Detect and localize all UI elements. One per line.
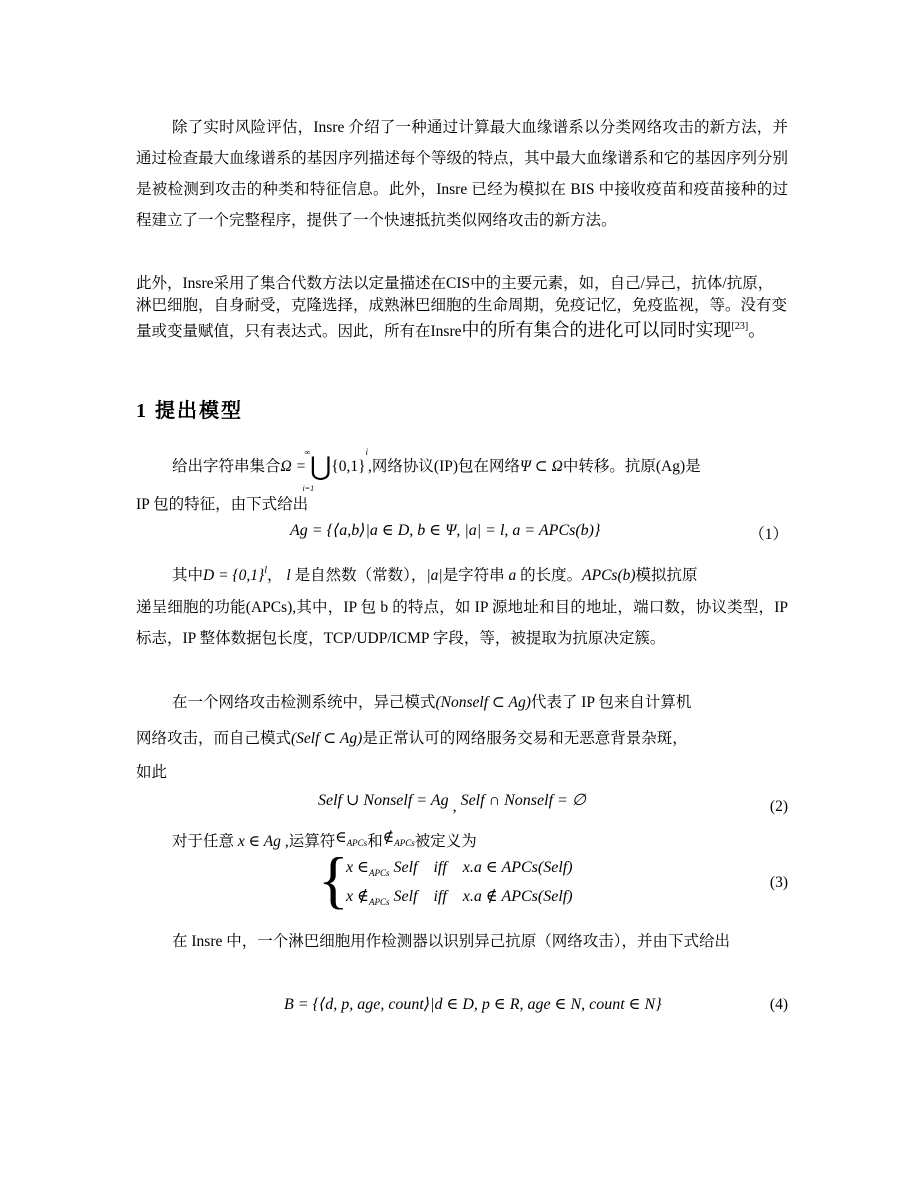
formula-d: $D = \{0,1\}^l$ [203, 565, 267, 584]
formula-omega: Ω = ⋃ ∞ i=1 $\{0,1\}^i$ [280, 447, 369, 493]
formula-nonself: (Nonself ⊂ Ag) [435, 694, 531, 711]
self-text-2: 是正常认可的网络服务交易和无恶意背景杂斑， [362, 730, 688, 747]
equation-3-number: (3) [769, 874, 788, 891]
nonself-text-2: 代表了 IP 包来自计算机 [530, 694, 692, 711]
paragraph-set-algebra-text: 此外，Insre采用了集合代数方法以定量描述在CIS中的主要元素，如，自己/异己，抗体/抗原，淋巴细胞，自身耐受，克隆选择，成熟淋巴细胞的生命周期，免疫记忆，免疫监视，等。没有变量或变量赋值，只有表达式。因此，所有在Insre [136, 275, 788, 340]
citation-23: [23] [731, 321, 749, 332]
thus-line: 如此 [136, 764, 168, 781]
paragraph-apcs: 递呈细胞的功能(APCs),其中，IP 包 b 的特点，如 IP 源地址和目的地址，端口数，协议类型，IP 标志，IP 整体数据包长度，TCP/UDP/ICMP 字段，等，被提取为抗原决定簇。 [136, 599, 788, 647]
formula-x-in-ag: x ∈ Ag [234, 833, 285, 850]
formula-self: (Self ⊂ Ag) [291, 730, 363, 747]
string-set-text-2: ,网络协议(IP)包在网络 [368, 458, 521, 475]
paragraph-set-algebra-end: 。 [748, 320, 767, 340]
definition-text-4: 的长度。 [520, 567, 583, 584]
formula-psi-subset: Ψ ⊂ Ω [520, 458, 563, 475]
equation-4: B = {⟨d, p, age, count⟩|d ∈ D, p ∈ R, age ∈ N, count ∈ N} [284, 996, 662, 1013]
operator-text-2: ,运算符 [284, 833, 336, 850]
nonself-line [172, 690, 691, 712]
equation-2: Self ∪ Nonself = Ag , Self ∩ Nonself = ∅ [318, 792, 586, 815]
equation-2-number: (2) [769, 798, 788, 815]
operator-text-1: 对于任意 [172, 833, 235, 850]
paragraph-set-algebra-text-large: 中的所有集合的进化可以同时实现 [461, 320, 732, 340]
formula-apcs-b: APCs(b) [582, 567, 636, 584]
definition-text-5: 模拟抗原 [635, 567, 698, 584]
paragraph-set-algebra [136, 273, 788, 344]
antigen-intro-line: IP 包的特征，由下式给出 [136, 496, 309, 513]
operator-text-3: 和 [367, 833, 383, 850]
formula-abs-a: |a| [426, 567, 443, 584]
operator-text-4: 被定义为 [414, 833, 477, 850]
definition-text-3: 是字符串 [442, 567, 505, 584]
self-line [136, 726, 688, 748]
paragraph-intro: 除了实时风险评估，Insre 介绍了一种通过计算最大血缘谱系以分类网络攻击的新方法，并通过检查最大血缘谱系的基因序列描述每个等级的特点，其中最大血缘谱系和它的基因序列分别是被检测到攻击的种类和特征信息。此外，Insre 已经为模拟在 BIS 中接收疫苗和疫苗接种的过程建立了一个完整程序，提供了一个快速抵抗类似网络攻击的新方法。 [136, 119, 788, 229]
string-set-line [172, 447, 701, 493]
paragraph-lymphocyte: 在 Insre 中，一个淋巴细胞用作检测器以识别异己抗原（网络攻击），并由下式给出 [172, 933, 730, 950]
formula-l: l [282, 567, 295, 584]
nonself-text-1: 在一个网络攻击检测系统中，异己模式 [172, 694, 436, 711]
section-heading: 1 提出模型 [136, 400, 243, 422]
formula-notin-apcs: $\notin_{APCs}$ [382, 829, 415, 849]
definition-text-1: 其中 [172, 567, 204, 584]
equation-3-line-2: x $\notin_{APCs}$ Self iff x.a ∉ APCs(Self) [346, 888, 573, 908]
equation-3-line-1: x $\in_{APCs}$ Self iff x.a ∈ APCs(Self) [346, 859, 573, 879]
self-text-1: 网络攻击，而自己模式 [136, 730, 292, 747]
definition-line: 其中$D = \{0,1\}^l$， l 是自然数（常数），|a|是字符串 a 的长度。APCs(b)模拟抗原 [172, 565, 698, 584]
formula-a: a [504, 567, 521, 584]
equation-1: Ag = {⟨a,b⟩|a ∈ D, b ∈ Ψ, |a| = l, a = APCs(b)} [290, 522, 601, 539]
string-set-text-3: 中转移。抗原(Ag)是 [562, 458, 701, 475]
equation-4-number: (4) [769, 996, 788, 1013]
equation-1-number: （1） [749, 526, 788, 543]
equation-3-brace: { [318, 844, 349, 915]
definition-text-2: 是自然数（常数）， [294, 567, 427, 584]
string-set-text-1: 给出字符串集合 [172, 458, 281, 475]
formula-in-apcs: $\in_{APCs}$ [335, 829, 368, 849]
